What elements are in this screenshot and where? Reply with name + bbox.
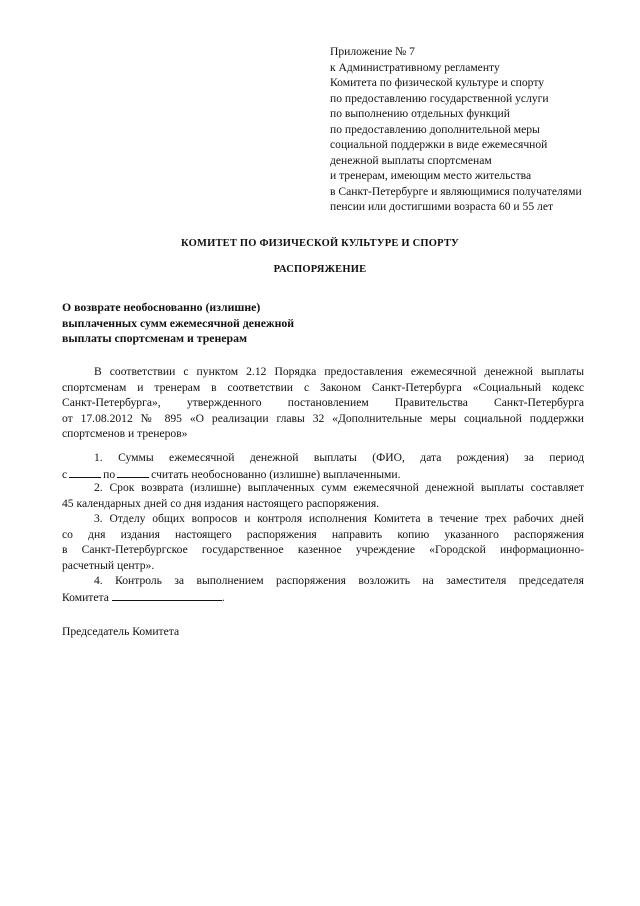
item-3-line: расчетный центр». bbox=[62, 558, 155, 572]
item-4-line: 4. Контроль за выполнением распоряжения возложить на заместителя председателя bbox=[94, 574, 584, 587]
item-1-paragraph bbox=[62, 450, 584, 482]
period-from-blank bbox=[69, 466, 101, 478]
item-1-line: 1. Суммы ежемесячной денежной выплаты (ФИО, дата рождения) за период bbox=[94, 451, 584, 464]
intro-paragraph bbox=[62, 364, 584, 442]
appendix-line: и тренерам, имеющим место жительства bbox=[330, 169, 532, 183]
item-1-rest: считать необоснованно (излишне) выплаченными. bbox=[151, 467, 401, 481]
subject-line: выплаченных сумм ежемесячной денежной bbox=[62, 315, 295, 330]
period-from-label: с bbox=[62, 467, 68, 481]
appendix-line: Приложение № 7 bbox=[330, 45, 415, 58]
appendix-line: социальной поддержки в виде ежемесячной bbox=[330, 138, 548, 152]
intro-line: от 17.08.2012 № 895 «О реализации главы 32 «Дополнительные меры социальной поддержки bbox=[62, 411, 584, 425]
item-4-paragraph bbox=[62, 573, 584, 605]
appendix-line: по предоставлению дополнительной меры bbox=[330, 122, 540, 136]
appendix-line: Комитета по физической культуре и спорту bbox=[330, 76, 545, 90]
item-2-line: 45 календарных дней со дня издания настоящего распоряжения. bbox=[62, 496, 380, 510]
appendix-line: пенсии или достигшими возраста 60 и 55 лет bbox=[330, 200, 554, 214]
item-2-paragraph bbox=[62, 480, 584, 511]
item-3-paragraph bbox=[62, 511, 584, 573]
committee-title: КОМИТЕТ ПО ФИЗИЧЕСКОЙ КУЛЬТУРЕ И СПОРТУ bbox=[181, 238, 459, 249]
appendix-line: денежной выплаты спортсменам bbox=[330, 153, 492, 167]
appendix-line: по выполнению отдельных функций bbox=[330, 107, 510, 121]
appendix-header bbox=[330, 44, 582, 215]
item-3-line: со дня издания настоящего распоряжения направить копию указанного распоряжения bbox=[62, 527, 584, 541]
intro-line: Санкт-Петербурга», утвержденного постановлением Правительства Санкт-Петербурга bbox=[62, 396, 584, 410]
item-4-deputy-line bbox=[62, 589, 584, 606]
subject-line: О возврате необоснованно (излишне) bbox=[62, 300, 261, 314]
order-subject bbox=[62, 300, 294, 347]
intro-line: В соответствии с пунктом 2.12 Порядка предоставления ежемесячной денежной выплаты bbox=[94, 365, 584, 378]
appendix-line: в Санкт-Петербурге и являющимися получателями bbox=[330, 184, 582, 198]
deputy-name-blank bbox=[112, 589, 222, 601]
appendix-line: по предоставлению государственной услуги bbox=[330, 91, 549, 105]
signature-line: Председатель Комитета bbox=[62, 625, 180, 638]
appendix-line: к Административному регламенту bbox=[330, 60, 500, 74]
item-4-committee-word: Комитета bbox=[62, 590, 109, 604]
period-to-label: по bbox=[103, 467, 116, 481]
subject-line: выплаты спортсменам и тренерам bbox=[62, 331, 248, 345]
intro-line: спортсменам и тренерам в соответствии с Законом Санкт-Петербурга «Социальный кодекс bbox=[62, 380, 584, 394]
item-2-line: 2. Срок возврата (излишне) выплаченных сумм ежемесячной денежной выплаты составляет bbox=[94, 481, 584, 494]
order-title: РАСПОРЯЖЕНИЕ bbox=[273, 264, 367, 275]
item-3-line: 3. Отделу общих вопросов и контроля исполнения Комитета в течение трех рабочих дней bbox=[94, 512, 584, 525]
item-4-end: . bbox=[221, 590, 225, 604]
intro-line: спортсменов и тренеров» bbox=[62, 427, 188, 441]
period-to-blank bbox=[117, 466, 149, 478]
item-3-line: в Санкт-Петербургское государственное казенное учреждение «Городской информационно- bbox=[62, 543, 584, 557]
